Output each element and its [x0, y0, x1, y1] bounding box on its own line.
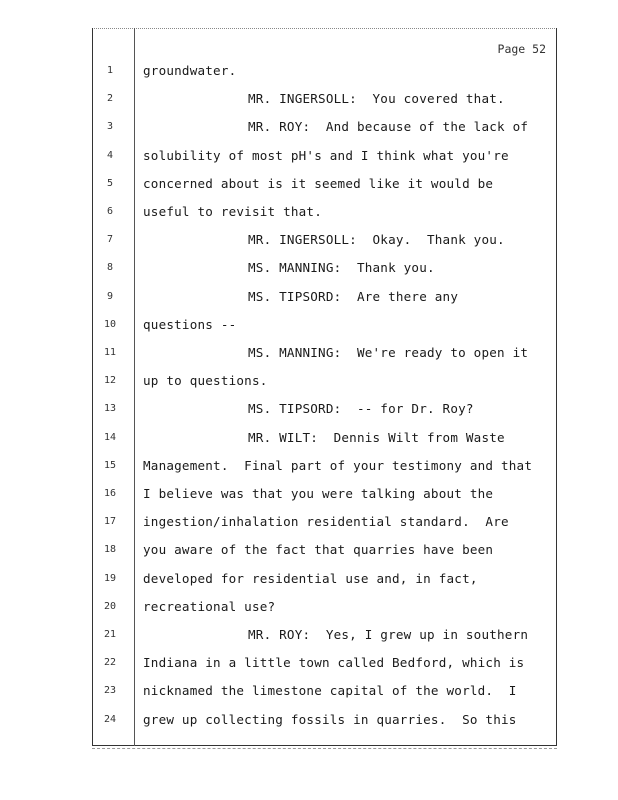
- line-number: 21: [103, 629, 117, 640]
- page-footer-rule: [92, 748, 557, 749]
- transcript-line: nicknamed the limestone capital of the world. I: [143, 683, 517, 699]
- transcript-line: concerned about is it seemed like it would be: [143, 175, 494, 191]
- transcript-line: MR. INGERSOLL: Okay. Thank you.: [248, 232, 505, 248]
- transcript-line: recreational use?: [143, 598, 276, 614]
- transcript-line: MR. WILT: Dennis Wilt from Waste: [248, 429, 505, 445]
- line-number: 23: [103, 685, 117, 697]
- transcript-line: useful to revisit that.: [143, 204, 322, 219]
- transcript-line: Management. Final part of your testimony and that: [143, 457, 533, 473]
- transcript-line: I believe was that you were talking about the: [143, 486, 494, 501]
- transcript-line: Indiana in a little town called Bedford, which is: [143, 655, 525, 671]
- line-number: 9: [106, 290, 114, 302]
- line-number: 18: [103, 544, 117, 556]
- page-number: Page 52: [497, 42, 546, 56]
- transcript-line: MS. MANNING: Thank you.: [248, 260, 435, 276]
- transcript-line: MS. TIPSORD: -- for Dr. Roy?: [248, 401, 474, 417]
- transcript-line: questions --: [143, 316, 237, 332]
- line-number: 15: [103, 459, 117, 471]
- line-number-rule: [134, 28, 135, 746]
- line-number: 4: [106, 149, 114, 161]
- line-number: 8: [106, 262, 114, 274]
- line-number: 13: [103, 403, 117, 415]
- line-number: 19: [103, 572, 117, 584]
- transcript-line: MR. ROY: And because of the lack of: [248, 119, 529, 135]
- line-number: 17: [103, 516, 117, 528]
- line-number: 7: [106, 234, 114, 246]
- transcript-line: up to questions.: [143, 373, 268, 389]
- transcript-line: MS. MANNING: We're ready to open it: [248, 345, 529, 360]
- line-number: 6: [106, 206, 114, 217]
- line-number: 1: [106, 65, 114, 76]
- line-number: 3: [106, 121, 114, 133]
- line-number: 10: [103, 318, 117, 330]
- line-number: 24: [103, 713, 117, 725]
- line-number: 11: [103, 347, 117, 358]
- transcript-line: grew up collecting fossils in quarries. So this: [143, 711, 517, 727]
- line-number: 5: [106, 177, 114, 189]
- transcript-line: MS. TIPSORD: Are there any: [248, 288, 459, 304]
- line-number: 2: [106, 93, 114, 105]
- transcript-line: ingestion/inhalation residential standard. Are: [143, 514, 509, 530]
- line-number: 16: [103, 488, 117, 499]
- transcript-line: you aware of the fact that quarries have been: [143, 542, 494, 558]
- line-number: 20: [103, 600, 117, 612]
- line-number: 14: [103, 431, 117, 443]
- line-number: 22: [103, 657, 117, 669]
- transcript-line: solubility of most pH's and I think what you're: [143, 147, 509, 163]
- line-number: 12: [103, 375, 117, 387]
- transcript-line: MR. ROY: Yes, I grew up in southern: [248, 627, 529, 642]
- transcript-line: MR. INGERSOLL: You covered that.: [248, 91, 505, 107]
- transcript-line: developed for residential use and, in fact,: [143, 570, 478, 586]
- transcript-line: groundwater.: [143, 63, 237, 78]
